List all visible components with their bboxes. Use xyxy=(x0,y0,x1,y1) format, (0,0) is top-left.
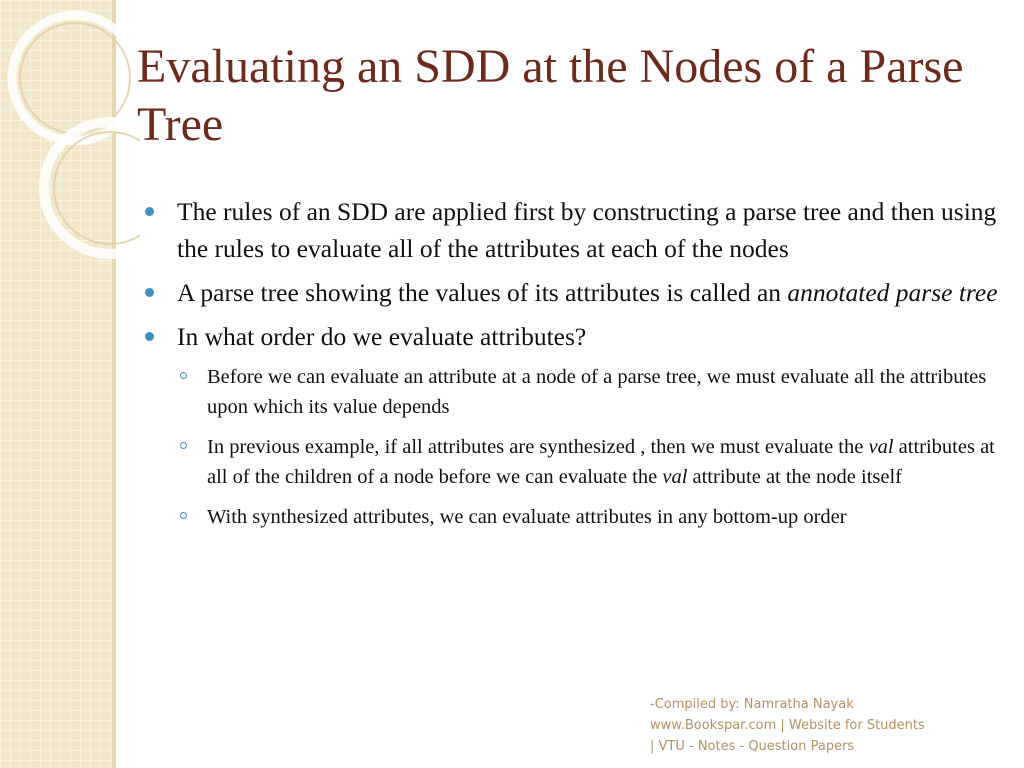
emphasis-term: val xyxy=(662,466,688,488)
bullet-dot-icon xyxy=(145,207,154,216)
sub-bullet-text: With synthesized attributes, we can evaluate attributes in any bottom-up order xyxy=(207,506,847,528)
emphasis-term: val xyxy=(868,436,894,458)
footer-line: www.Bookspar.com | Website for Students xyxy=(650,718,925,733)
bullet-text: In what order do we evaluate attributes? xyxy=(177,322,587,351)
slide-title: Evaluating an SDD at the Nodes of a Parse Tree xyxy=(137,40,964,151)
ring-bullet-icon xyxy=(180,372,187,379)
ring-bullet-icon xyxy=(180,442,187,449)
sub-bullet-text: Before we can evaluate an attribute at a node of a parse tree, we must evaluate all the attributes upon which its value depends xyxy=(207,366,987,418)
bullet-dot-icon xyxy=(145,288,154,297)
footer-line: | VTU - Notes - Question Papers xyxy=(650,739,855,754)
bullet-dot-icon xyxy=(145,332,154,341)
bullet-item xyxy=(145,193,1015,267)
sub-bullet-text: In previous example, if all attributes are synthesized , then we must evaluate the xyxy=(207,436,869,458)
emphasis-term: annotated parse tree xyxy=(787,278,998,307)
bullet-item xyxy=(145,318,1015,355)
footer-line: -Compiled by: Namratha Nayak xyxy=(650,697,854,712)
decorative-rings xyxy=(0,0,140,320)
bullet-item xyxy=(145,274,1015,311)
slide-body xyxy=(145,193,1015,542)
sub-bullet-item xyxy=(145,502,1015,532)
sub-bullet-item xyxy=(145,362,1015,422)
bullet-text: The rules of an SDD are applied first by constructing a parse tree and then using the rules to evaluate all of the attributes at each of the nodes xyxy=(177,197,997,263)
bullet-text: A parse tree showing the values of its attributes is called an xyxy=(177,278,788,307)
sub-bullet-item xyxy=(145,432,1015,492)
sub-bullet-text: attributes at all of the children of a node before we can evaluate the xyxy=(207,436,995,488)
sub-bullet-text: attribute at the node itself xyxy=(687,466,902,488)
footer-credits xyxy=(650,694,1010,757)
ring-bullet-icon xyxy=(180,512,187,519)
